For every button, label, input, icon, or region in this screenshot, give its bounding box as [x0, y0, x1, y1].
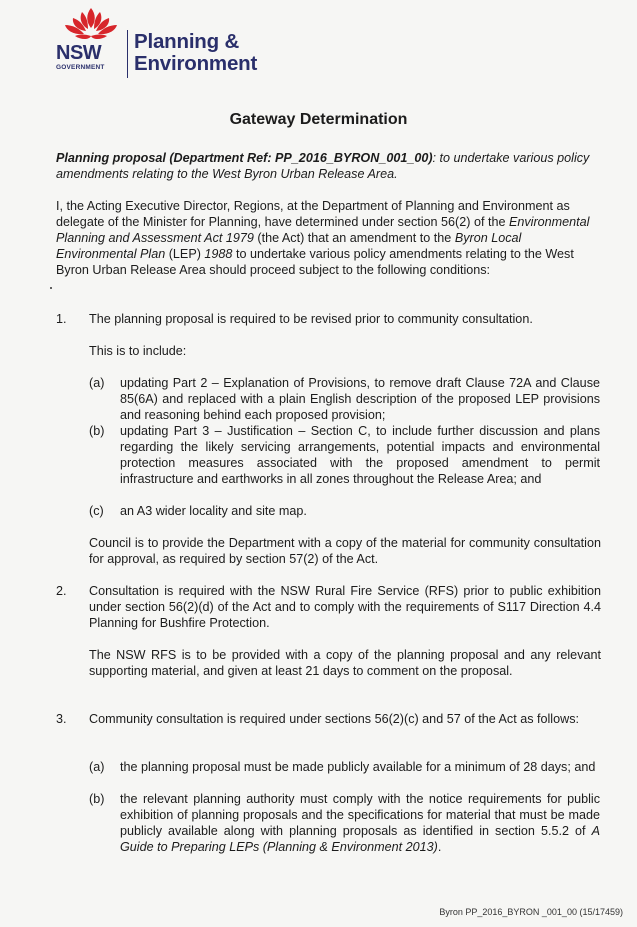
- condition-1-lead: This is to include:: [89, 344, 187, 358]
- lep-year: 1988: [204, 247, 233, 261]
- condition-1c-label: (c): [89, 504, 104, 518]
- condition-1a-label: (a): [89, 376, 105, 390]
- condition-3-text: Community consultation is required under sections 56(2)(c) and 57 of the Act as follows:: [89, 712, 579, 726]
- condition-3b-text: [120, 791, 600, 855]
- nsw-wordmark: NSW: [56, 42, 102, 64]
- condition-1-number: 1.: [56, 312, 67, 326]
- intro-paragraph: [56, 198, 601, 278]
- intro-text-4: to undertake various policy amendments relating to the West Byron Urban Release Area should proceed subject to the following conditions:: [56, 247, 574, 277]
- page-title: Gateway Determination: [229, 111, 408, 128]
- proposal-heading-bold: Planning proposal (Department Ref: PP_2016_BYRON_001_00): [56, 151, 433, 165]
- condition-1a-text: updating Part 2 – Explanation of Provisions, to remove draft Clause 72A and Clause 85(6A) and replaced with a plain English description of the proposed LEP provisions and reasoning behind each proposed provision;: [120, 376, 600, 422]
- brand-line-1: Planning &: [134, 30, 240, 53]
- proposal-heading: [56, 150, 596, 182]
- logo-divider: [127, 30, 128, 78]
- condition-2-closing: The NSW RFS is to be provided with a copy of the planning proposal and any relevant supporting material, and given at least 21 days to comment on the proposal.: [89, 648, 601, 678]
- document-reference-footer: Byron PP_2016_BYRON _001_00 (15/17459): [439, 907, 623, 917]
- scan-speck: [50, 287, 52, 289]
- condition-3a-label: (a): [89, 760, 105, 774]
- condition-3b-text-end: .: [437, 840, 442, 854]
- intro-text-1: I, the Acting Executive Director, Regions, at the Department of Planning and Environment as delegate of the Minister for Planning, have determined under section 56(2) of the: [56, 199, 570, 229]
- condition-1-closing: Council is to provide the Department with a copy of the material for community consultation for approval, as required by section 57(2) of the Act.: [89, 536, 601, 566]
- condition-1b-text: updating Part 3 – Justification – Section C, to include further discussion and plans regarding the likely servicing arrangements, potential impacts and environmental protection measures associated with the proposed amendment to permit infrastructure and earthworks in all zones throughout the Release Area; and: [120, 424, 600, 486]
- proposal-heading-rest: : to undertake various policy amendments relating to the West Byron Urban Release Area.: [56, 151, 590, 181]
- brand-line-2: Environment: [134, 52, 258, 75]
- government-wordmark: GOVERNMENT: [56, 64, 105, 71]
- condition-3b-text-plain: the relevant planning authority must comply with the notice requirements for public exhibition of planning proposals and the specifications for material that must be made publicly available along with planning proposals as identified in section 5.5.2 of: [120, 792, 600, 838]
- condition-2-number: 2.: [56, 584, 67, 598]
- nsw-government-logo: [55, 6, 285, 78]
- condition-2-text: Consultation is required with the NSW Rural Fire Service (RFS) prior to public exhibition under section 56(2)(d) of the Act and to comply with the requirements of S117 Direction 4.4 Planning for Bushfire Protection.: [89, 584, 601, 630]
- intro-text-3: (LEP): [165, 247, 205, 261]
- lep-name: Byron Local Environmental Plan: [56, 231, 522, 261]
- condition-1b-label: (b): [89, 424, 105, 438]
- condition-3-number: 3.: [56, 712, 67, 726]
- intro-text-2: (the Act) that an amendment to the: [253, 231, 455, 245]
- guide-title: A Guide to Preparing LEPs (Planning & Environment 2013): [120, 824, 600, 854]
- waratah-flower-icon: [55, 6, 127, 46]
- condition-3b-label: (b): [89, 792, 105, 806]
- act-name: Environmental Planning and Assessment Act 1979: [56, 215, 590, 245]
- condition-1c-text: an A3 wider locality and site map.: [120, 504, 307, 518]
- condition-1-text: The planning proposal is required to be revised prior to community consultation.: [89, 312, 533, 326]
- condition-3a-text: the planning proposal must be made publicly available for a minimum of 28 days; and: [120, 760, 596, 774]
